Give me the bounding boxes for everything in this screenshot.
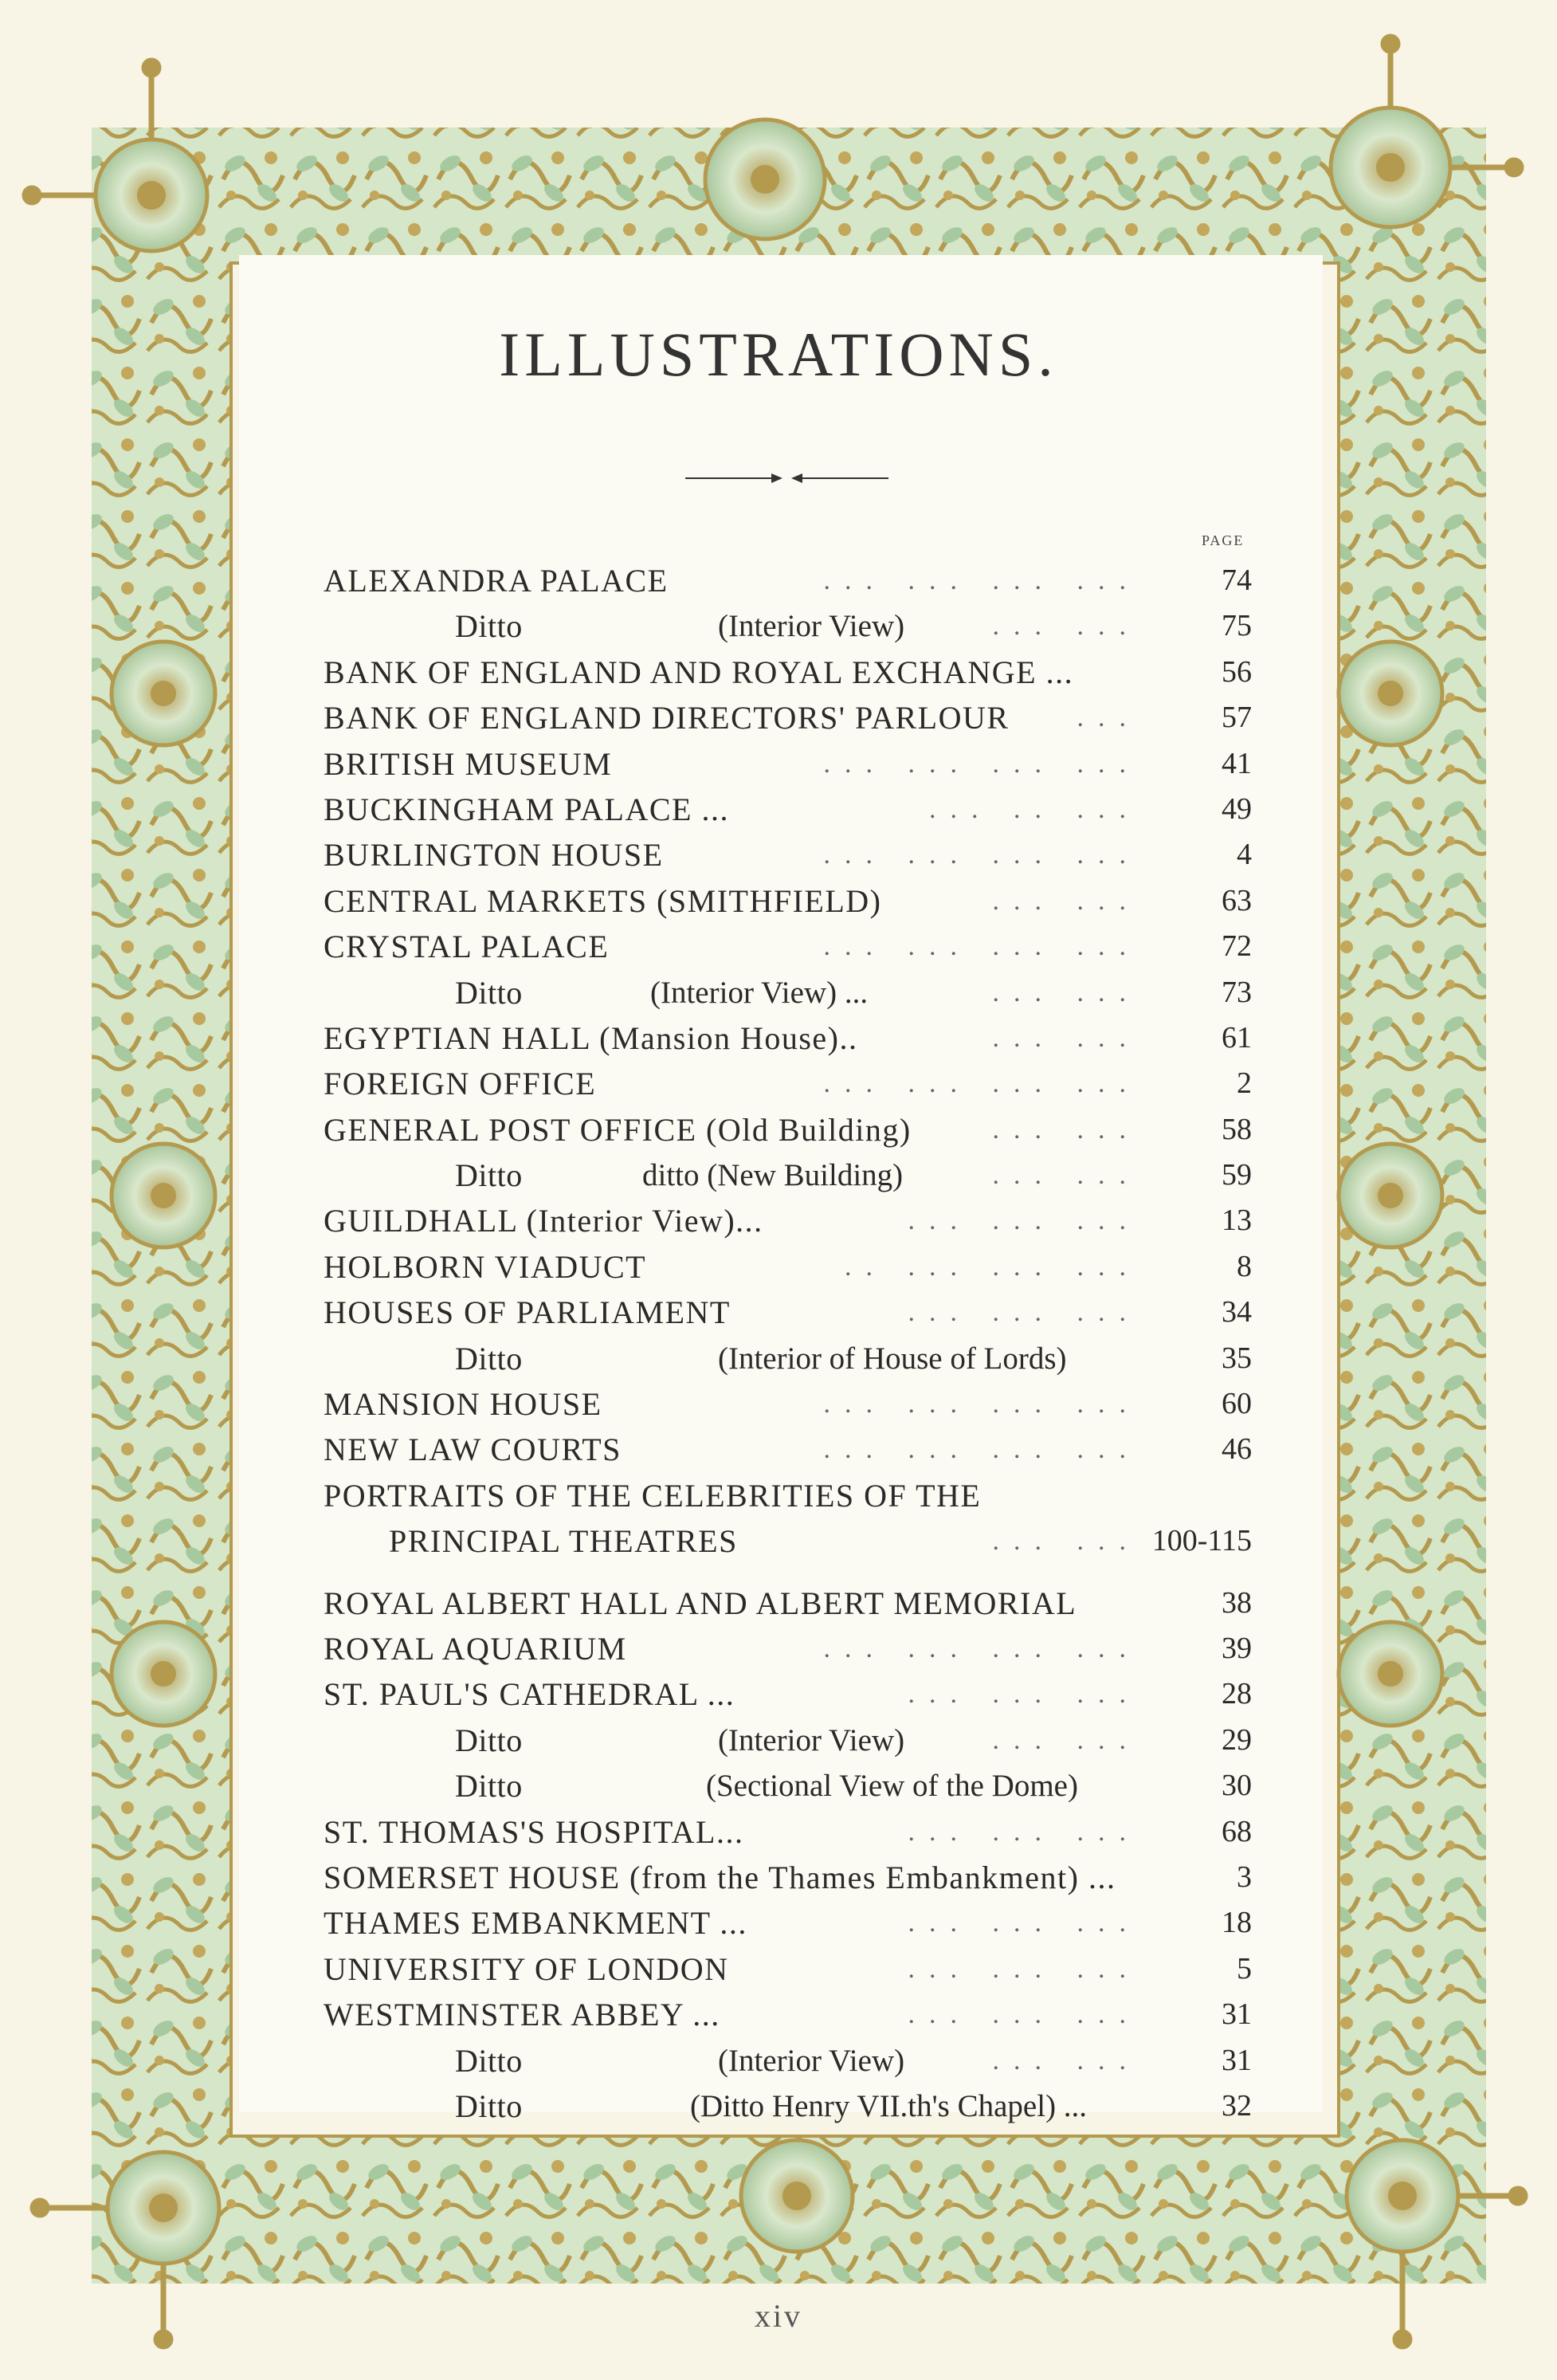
entry-page-number: 63 xyxy=(1222,883,1252,917)
list-item xyxy=(324,741,1252,787)
entry-title: PORTRAITS OF THE CELEBRITIES OF THE xyxy=(324,1477,982,1514)
list-item xyxy=(324,695,1252,740)
list-item xyxy=(324,1290,1252,1335)
entry-title: SOMERSET HOUSE (from the Thames Embankment) ... xyxy=(324,1859,1116,1895)
entry-page-number: 57 xyxy=(1222,701,1252,735)
list-item xyxy=(324,1809,1252,1855)
entry-page-number: 13 xyxy=(1222,1204,1252,1238)
list-item xyxy=(324,878,1252,924)
leader-dots: ... xyxy=(1077,703,1140,733)
entry-page-number: 31 xyxy=(1222,1997,1252,2032)
page-column-label: PAGE xyxy=(1202,532,1245,548)
entry-page-number: 34 xyxy=(1222,1295,1252,1329)
list-gap xyxy=(324,1565,1252,1581)
leader-dots: ... ... xyxy=(992,977,1140,1007)
leader-dots: ... ... xyxy=(992,1114,1140,1145)
entry-page-number: 73 xyxy=(1222,975,1252,1009)
entry-subtitle: (Interior View) xyxy=(718,609,905,644)
list-item xyxy=(324,558,1252,603)
list-item xyxy=(324,1198,1252,1243)
entry-title: Ditto xyxy=(455,974,523,1011)
leader-dots: ... ... ... xyxy=(908,1298,1140,1328)
entry-subtitle: (Interior View) xyxy=(718,2043,905,2078)
entry-page-number: 49 xyxy=(1222,791,1252,826)
entry-page-number: 3 xyxy=(1237,1860,1252,1894)
entry-page-number: 28 xyxy=(1222,1677,1252,1711)
entry-page-number: 18 xyxy=(1222,1906,1252,1940)
list-item xyxy=(324,1855,1252,1900)
entry-page-number: 4 xyxy=(1237,838,1252,872)
entry-page-number: 72 xyxy=(1222,929,1252,964)
entry-page-number: 61 xyxy=(1222,1020,1252,1055)
entry-title: ROYAL ALBERT HALL AND ALBERT MEMORIAL xyxy=(324,1585,1077,1621)
entry-title: BRITISH MUSEUM xyxy=(324,745,613,782)
entry-page-number: 8 xyxy=(1237,1249,1252,1283)
list-item xyxy=(324,787,1252,832)
list-item xyxy=(324,1763,1252,1809)
entry-page-number: 32 xyxy=(1222,2088,1252,2123)
list-item xyxy=(324,1581,1252,1626)
list-item xyxy=(324,1473,1252,1518)
entry-page-number: 31 xyxy=(1222,2043,1252,2077)
leader-dots: ... ... xyxy=(992,1023,1140,1053)
list-item xyxy=(324,1718,1252,1763)
entry-title: BUCKINGHAM PALACE ... xyxy=(324,791,729,827)
entry-page-number: 60 xyxy=(1222,1387,1252,1421)
entry-title: NEW LAW COURTS xyxy=(324,1432,622,1468)
entry-page-number: 68 xyxy=(1222,1814,1252,1848)
entry-page-number: 56 xyxy=(1222,654,1252,689)
list-item xyxy=(324,1626,1252,1671)
list-item xyxy=(324,1946,1252,1992)
list-item xyxy=(324,2083,1252,2129)
leader-dots: ... ... ... ... xyxy=(823,748,1140,779)
entry-title: BURLINGTON HOUSE xyxy=(324,837,664,874)
entry-title: THAMES EMBANKMENT ... xyxy=(324,1905,747,1942)
list-item xyxy=(324,1244,1252,1290)
list-item xyxy=(324,1336,1252,1381)
leader-dots: ... ... ... xyxy=(908,1206,1140,1236)
leader-dots: ... ... ... ... xyxy=(823,566,1140,595)
leader-dots: ... ... xyxy=(992,2045,1140,2076)
entry-title: Ditto xyxy=(455,608,523,645)
list-item xyxy=(324,2038,1252,2083)
entry-page-number: 30 xyxy=(1222,1769,1252,1803)
entry-title: HOUSES OF PARLIAMENT xyxy=(324,1294,731,1331)
leader-dots: ... ... ... xyxy=(908,1908,1140,1938)
entry-title: Ditto xyxy=(455,1722,523,1758)
leader-dots: ... .. ... xyxy=(929,794,1140,824)
list-item xyxy=(324,1015,1252,1061)
entry-title: ALEXANDRA PALACE xyxy=(324,563,669,599)
entry-subtitle: (Interior of House of Lords) xyxy=(718,1341,1067,1376)
list-item xyxy=(324,650,1252,695)
leader-dots: ... ... ... ... xyxy=(823,1435,1140,1465)
leader-dots: ... ... xyxy=(992,611,1140,642)
illustrations-list xyxy=(324,558,1252,2129)
list-item xyxy=(324,1518,1252,1564)
list-item xyxy=(324,1427,1252,1472)
list-item xyxy=(324,970,1252,1015)
entry-subtitle: (Sectional View of the Dome) xyxy=(706,1769,1078,1804)
entry-subtitle: (Ditto Henry VII.th's Chapel) ... xyxy=(690,2088,1088,2123)
leader-dots: ... ... ... xyxy=(908,1679,1140,1710)
leader-dots: ... ... ... xyxy=(908,1816,1140,1847)
entry-title: Ditto xyxy=(455,1340,523,1377)
page-number: xiv xyxy=(754,2298,803,2334)
entry-page-number: 46 xyxy=(1222,1432,1252,1467)
entry-page-number: 74 xyxy=(1222,564,1252,597)
leader-dots: ... ... ... ... xyxy=(823,1633,1140,1663)
list-item xyxy=(324,924,1252,969)
entry-page-number: 41 xyxy=(1222,746,1252,780)
entry-page-number: 75 xyxy=(1222,609,1252,643)
leader-dots: ... ... xyxy=(992,1161,1140,1191)
list-item xyxy=(324,1900,1252,1946)
list-item xyxy=(324,1671,1252,1717)
page-title: ILLUSTRATIONS. xyxy=(499,320,1058,389)
entry-title: ST. PAUL'S CATHEDRAL ... xyxy=(324,1676,735,1713)
list-item xyxy=(324,1153,1252,1198)
entry-title: EGYPTIAN HALL (Mansion House).. xyxy=(324,1019,858,1056)
entry-page-number: 38 xyxy=(1222,1585,1252,1620)
entry-title: ST. THOMAS'S HOSPITAL... xyxy=(324,1813,744,1850)
entry-title: Ditto xyxy=(455,1157,523,1194)
entry-title: UNIVERSITY OF LONDON xyxy=(324,1950,729,1987)
entry-page-number: 5 xyxy=(1237,1951,1252,1985)
list-item xyxy=(324,1381,1252,1427)
entry-title: BANK OF ENGLAND AND ROYAL EXCHANGE ... xyxy=(324,654,1074,690)
entry-subtitle: (Interior View) xyxy=(718,1722,905,1758)
leader-dots: .. ... ... ... xyxy=(845,1251,1140,1282)
entry-page-number: 2 xyxy=(1237,1066,1252,1101)
entry-title: Ditto xyxy=(455,1768,523,1805)
entry-page-number: 100-115 xyxy=(1151,1524,1252,1558)
entry-title: CRYSTAL PALACE xyxy=(324,929,610,965)
list-item xyxy=(324,603,1252,649)
entry-page-number: 59 xyxy=(1222,1158,1252,1192)
entry-title: GENERAL POST OFFICE (Old Building) xyxy=(324,1111,912,1148)
leader-dots: ... ... ... xyxy=(908,1954,1140,1984)
entry-title: HOLBORN VIADUCT xyxy=(324,1248,647,1285)
entry-title: BANK OF ENGLAND DIRECTORS' PARLOUR xyxy=(324,700,1010,736)
entry-page-number: 29 xyxy=(1222,1722,1252,1757)
entry-title: ROYAL AQUARIUM xyxy=(324,1630,627,1667)
leader-dots: ... ... xyxy=(992,1526,1140,1557)
list-item xyxy=(324,1061,1252,1106)
entry-title: Ditto xyxy=(455,2087,523,2124)
leader-dots: ... ... ... xyxy=(908,2000,1140,2030)
list-item xyxy=(324,1107,1252,1153)
title-divider xyxy=(685,470,888,486)
entry-subtitle: ditto (New Building) xyxy=(642,1158,904,1193)
entry-page-number: 35 xyxy=(1222,1341,1252,1375)
entry-page-number: 39 xyxy=(1222,1631,1252,1665)
entry-title: WESTMINSTER ABBEY ... xyxy=(324,1997,720,2033)
leader-dots: ... ... xyxy=(992,1725,1140,1755)
leader-dots: ... ... xyxy=(992,886,1140,916)
leader-dots: ... ... ... ... xyxy=(823,1389,1140,1420)
leader-dots: ... ... ... ... xyxy=(823,1069,1140,1099)
leader-dots: ... ... ... ... xyxy=(823,932,1140,962)
entry-title: MANSION HOUSE xyxy=(324,1386,602,1423)
entry-subtitle: (Interior View) ... xyxy=(650,975,869,1010)
entry-title: PRINCIPAL THEATRES xyxy=(389,1523,738,1560)
entry-title: GUILDHALL (Interior View)... xyxy=(324,1203,763,1239)
leader-dots: ... ... ... ... xyxy=(823,840,1140,870)
list-item xyxy=(324,832,1252,878)
list-item xyxy=(324,1992,1252,2037)
entry-page-number: 58 xyxy=(1222,1112,1252,1146)
entry-title: FOREIGN OFFICE xyxy=(324,1066,597,1102)
entry-title: CENTRAL MARKETS (SMITHFIELD) xyxy=(324,882,882,919)
entry-title: Ditto xyxy=(455,2042,523,2079)
